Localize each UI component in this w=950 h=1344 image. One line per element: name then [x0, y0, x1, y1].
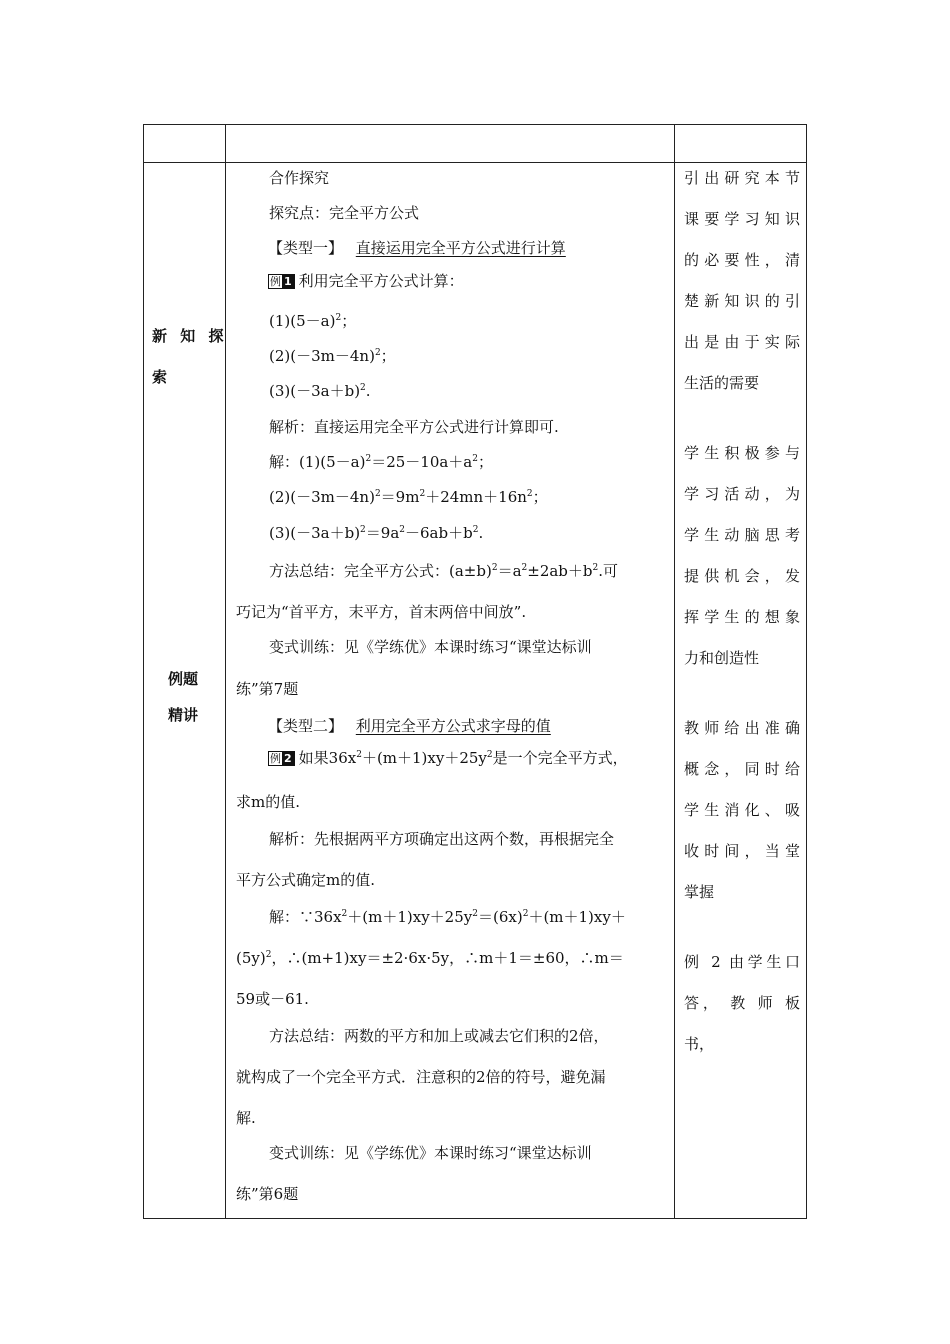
note-line: 引出研究本节 [684, 169, 800, 187]
superscript-2: 2 [265, 950, 272, 960]
note-line: 提供机会，发 [684, 567, 800, 585]
main-line: 59或－61. [236, 990, 309, 1008]
label-xinzhi-line1: 新 知 探 [152, 327, 228, 345]
main-line: 合作探究 [269, 169, 330, 187]
main-line: 解. [236, 1109, 256, 1127]
main-line: 变式训练：见《学练优》本课时练习“课堂达标训 [269, 1144, 592, 1162]
superscript-2: 2 [356, 750, 362, 760]
superscript-2: 2 [419, 489, 426, 499]
superscript-2: 2 [522, 909, 529, 919]
type-two-heading [236, 716, 702, 736]
type-one-heading [236, 238, 702, 258]
main-line: 方法总结：完全平方公式：$(a\pm b)^2=a^2\pm 2ab+b^2$.可 [269, 562, 619, 580]
main-line: 解：$(1)(5-a)^2=25-10a+a^2$； [269, 453, 493, 471]
main-line: 解析：先根据两平方项确定出这两个数，再根据完全 [269, 830, 615, 848]
note-line: 课要学习知识 [684, 210, 800, 228]
example-1-text: 利用完全平方公式计算： [298, 272, 464, 290]
main-line: $(1)(5-a)^2$； [269, 312, 357, 330]
superscript-2: 2 [360, 383, 366, 393]
superscript-2: 2 [472, 525, 479, 535]
type-two-tag: 【类型二】 [268, 717, 344, 735]
superscript-2: 2 [360, 525, 366, 535]
note-line: 例 2 由学生口 [684, 953, 800, 971]
note-line: 答， 教 师 板 [684, 994, 800, 1012]
main-line: $(5y)^2$，∴(m+1)xy＝±2·6x·5y，∴m＋1＝±60，∴m＝ [236, 949, 624, 967]
main-line: 方法总结：两数的平方和加上或减去它们积的2倍， [269, 1027, 609, 1045]
example-2 [236, 748, 702, 768]
superscript-2: 2 [491, 563, 498, 573]
note-line: 力和创造性 [684, 649, 760, 667]
column-divider-1 [225, 125, 226, 1218]
label-liti-line2: 精讲 [168, 706, 199, 724]
main-line: $(2)(-3m-4n)^2$； [269, 347, 396, 365]
example-2-text: 如果$36x^2+(m+1)xy+25y^2$是一个完全平方式， [298, 749, 628, 767]
note-line: 学习活动，为 [684, 485, 800, 503]
note-line: 收时间，当堂 [684, 842, 800, 860]
main-line: 解：$\because 36x^2+(m+1)xy+25y^2=(6x)^2+(m+1)xy+$ [269, 908, 626, 926]
type-two-title: 利用完全平方公式求字母的值 [355, 717, 551, 735]
note-line: 学生消化、吸 [684, 801, 800, 819]
superscript-2: 2 [374, 348, 381, 358]
note-line: 学生动脑思考 [684, 526, 800, 544]
superscript-2: 2 [472, 454, 478, 464]
note-line: 掌握 [684, 883, 715, 901]
main-line: $(3)(-3a+b)^2=9a^2-6ab+b^2$. [269, 524, 484, 542]
note-line: 书， [684, 1035, 715, 1053]
note-line: 出是由于实际 [684, 333, 800, 351]
main-line: 平方公式确定m的值. [236, 871, 375, 889]
label-liti-line1: 例题 [168, 670, 199, 688]
main-line: 变式训练：见《学练优》本课时练习“课堂达标训 [269, 638, 592, 656]
note-line: 挥学生的想象 [684, 608, 800, 626]
main-line: 练”第7题 [236, 680, 299, 698]
note-line: 楚新知识的引 [684, 292, 800, 310]
superscript-2: 2 [374, 489, 381, 499]
header-row-divider [144, 162, 806, 163]
type-one-title: 直接运用完全平方公式进行计算 [355, 239, 566, 257]
superscript-2: 2 [335, 313, 342, 323]
type-one-tag: 【类型一】 [268, 239, 344, 257]
note-line: 生活的需要 [684, 374, 760, 392]
main-line: 巧记为“首平方，末平方，首末两倍中间放”. [236, 603, 527, 621]
example-1 [236, 271, 702, 291]
main-line: $(3)(-3a+b)^2$. [269, 382, 371, 400]
main-line: 解析：直接运用完全平方公式进行计算即可. [269, 418, 559, 436]
superscript-2: 2 [341, 909, 348, 919]
superscript-2: 2 [486, 750, 493, 760]
note-line: 教师给出准确 [684, 719, 800, 737]
main-line: 探究点：完全平方公式 [269, 204, 420, 222]
superscript-2: 2 [521, 563, 528, 573]
note-line: 学生积极参与 [684, 444, 800, 462]
superscript-2: 2 [399, 525, 406, 535]
note-line: 的必要性，清 [684, 251, 800, 269]
superscript-2: 2 [526, 489, 533, 499]
superscript-2: 2 [592, 563, 599, 573]
superscript-2: 2 [365, 454, 372, 464]
example-1-badge: 例 1 [268, 274, 295, 289]
example-2-badge: 例 2 [268, 751, 295, 766]
main-line: 就构成了一个完全平方式．注意积的2倍的符号，避免漏 [236, 1068, 606, 1086]
note-line: 概念，同时给 [684, 760, 800, 778]
main-line: $(2)(-3m-4n)^2=9m^2+24mn+16n^2$； [269, 488, 548, 506]
main-line: 练”第6题 [236, 1185, 299, 1203]
main-line: 求m的值. [236, 793, 300, 811]
label-xinzhi-line2: 索 [152, 368, 168, 386]
superscript-2: 2 [472, 909, 478, 919]
